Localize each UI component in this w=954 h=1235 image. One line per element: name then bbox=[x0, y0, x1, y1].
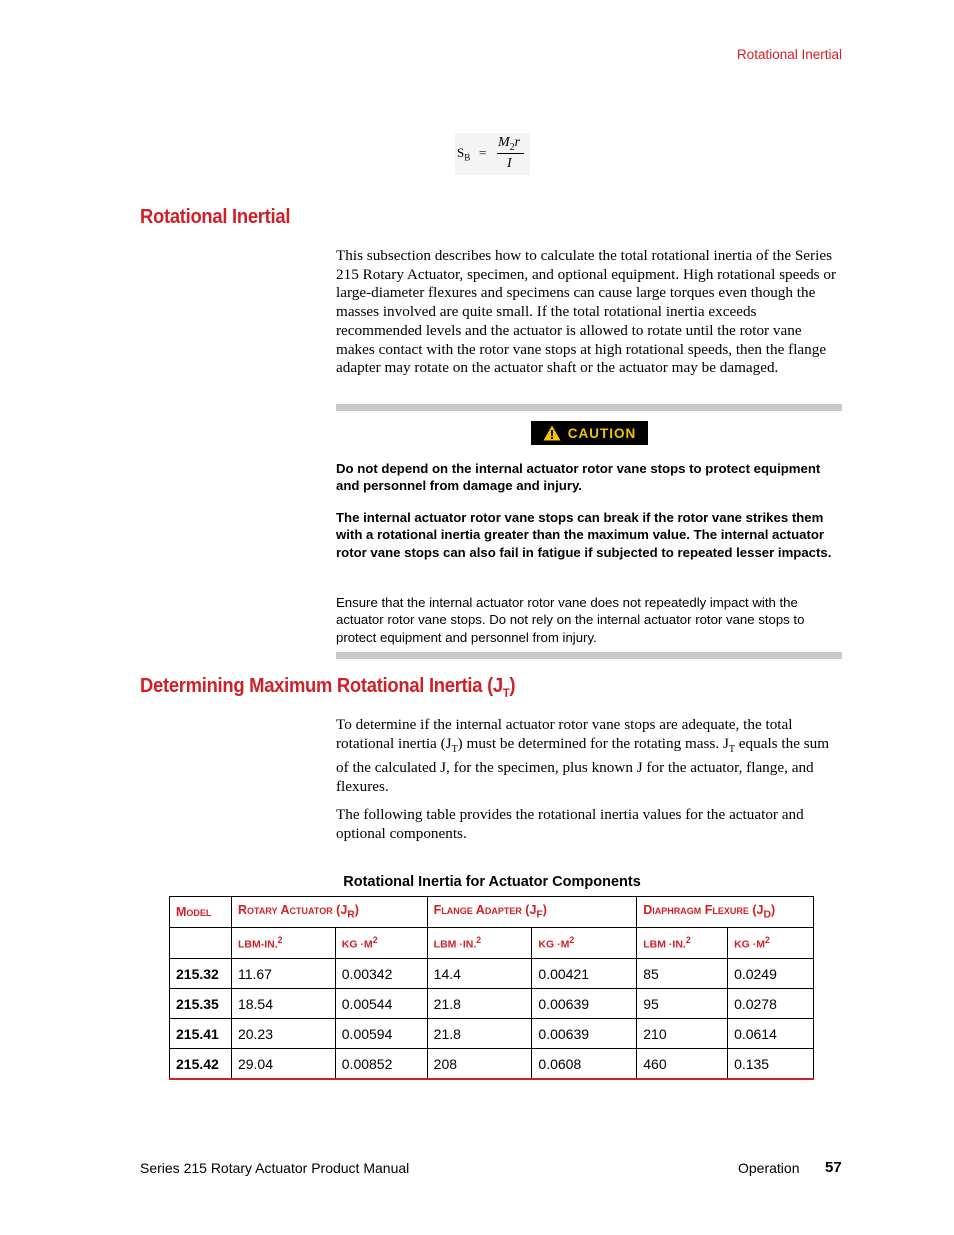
formula-s: S bbox=[457, 145, 465, 160]
cell-diaphragm-lbm: 460 bbox=[637, 1049, 728, 1080]
cell-flange-kg: 0.00639 bbox=[532, 989, 637, 1019]
header-diaphragm-text: Diaphragm Flexure (J bbox=[643, 903, 764, 918]
cell-flange-lbm: 14.4 bbox=[427, 959, 532, 989]
table-header-row bbox=[170, 897, 814, 928]
unit-r1-sup: 2 bbox=[277, 935, 283, 946]
cell-rotary-lbm: 11.67 bbox=[231, 959, 335, 989]
cell-model: 215.32 bbox=[170, 959, 232, 989]
cell-model: 215.42 bbox=[170, 1049, 232, 1080]
unit-d2-text: KG ·M bbox=[734, 938, 765, 951]
cell-rotary-kg: 0.00594 bbox=[335, 1019, 427, 1049]
unit-r2-sup: 2 bbox=[372, 935, 378, 946]
cell-diaphragm-lbm: 210 bbox=[637, 1019, 728, 1049]
cell-model: 215.41 bbox=[170, 1019, 232, 1049]
table-units-row bbox=[170, 928, 814, 959]
intro-paragraph: This subsection describes how to calculate the total rotational inertia of the Series 215 Rotary Actuator, specimen, and optional equipment. High rotational speeds or large-diameter flexures and specimens can cause large torques even though the masses involved are quite small. If the total rotational inertia exceeds recommended levels and the actuator is allowed to rotate until the rotor vane makes contact with the rotor vane stops at high rotational speeds, then the flange adapter may rotate on the actuator shaft or the actuator may be damaged. bbox=[336, 247, 837, 377]
footer-section-name: Operation bbox=[738, 1160, 800, 1176]
cell-diaphragm-lbm: 85 bbox=[637, 959, 728, 989]
cell-diaphragm-lbm: 95 bbox=[637, 989, 728, 1019]
caution-bottom-rule bbox=[336, 652, 842, 659]
formula bbox=[455, 133, 530, 175]
formula-m: M bbox=[498, 135, 510, 150]
cell-rotary-kg: 0.00342 bbox=[335, 959, 427, 989]
header-diaphragm-flexure bbox=[637, 897, 814, 928]
determine-text-a: To determine if the internal actuator rotor vane stops are adequate, the total rotational inertia (J bbox=[336, 716, 793, 752]
title2-end: ) bbox=[509, 675, 516, 697]
formula-s-sub: B bbox=[464, 152, 471, 163]
units-empty bbox=[170, 928, 232, 959]
unit-f2-sup: 2 bbox=[569, 935, 575, 946]
section-title-rotational-inertial: Rotational Inertial bbox=[140, 206, 291, 228]
header-rotary-end: ) bbox=[354, 903, 359, 918]
unit-diaphragm-lbm bbox=[637, 928, 728, 959]
caution-label: CAUTION bbox=[567, 425, 637, 441]
unit-flange-kg bbox=[532, 928, 637, 959]
cell-diaphragm-kg: 0.135 bbox=[728, 1049, 814, 1080]
cell-flange-lbm: 208 bbox=[427, 1049, 532, 1080]
inertia-table bbox=[169, 896, 814, 1080]
formula-lhs bbox=[457, 145, 470, 163]
unit-f1-sup: 2 bbox=[476, 935, 482, 946]
cell-model: 215.35 bbox=[170, 989, 232, 1019]
cell-rotary-kg: 0.00852 bbox=[335, 1049, 427, 1080]
footer-page-number: 57 bbox=[825, 1159, 842, 1176]
unit-flange-lbm bbox=[427, 928, 532, 959]
running-header: Rotational Inertial bbox=[736, 47, 842, 62]
unit-diaphragm-kg bbox=[728, 928, 814, 959]
cell-rotary-lbm: 18.54 bbox=[231, 989, 335, 1019]
determine-sub-1: T bbox=[451, 743, 458, 755]
formula-fraction-bar bbox=[497, 153, 524, 154]
header-flange-sub: F bbox=[536, 909, 543, 921]
determine-text-c: equals the sum of the calculated J, for the specimen, plus known J for the actuator, flange, and flexures. bbox=[336, 734, 830, 796]
header-diaphragm-end: ) bbox=[771, 903, 776, 918]
header-model: Model bbox=[170, 897, 232, 928]
unit-d1-sup: 2 bbox=[685, 935, 691, 946]
determine-text-b: ) must be determined for the rotating mass. J bbox=[457, 734, 729, 752]
cell-diaphragm-kg: 0.0278 bbox=[728, 989, 814, 1019]
unit-rotary-lbm bbox=[231, 928, 335, 959]
unit-r2-text: KG ·M bbox=[341, 938, 373, 951]
table-row bbox=[170, 1019, 814, 1049]
cell-flange-kg: 0.0608 bbox=[532, 1049, 637, 1080]
caution-badge bbox=[531, 421, 648, 445]
formula-equals: = bbox=[479, 145, 487, 160]
unit-rotary-kg bbox=[335, 928, 427, 959]
caution-instruction: Ensure that the internal actuator rotor vane does not repeatedly impact with the actuator rotor vane stops. Do not rely on the internal actuator rotor vane stops to protect equipment and personnel from injury. bbox=[336, 595, 805, 645]
footer-manual-title: Series 215 Rotary Actuator Product Manual bbox=[140, 1160, 410, 1176]
cell-diaphragm-kg: 0.0249 bbox=[728, 959, 814, 989]
cell-rotary-kg: 0.00544 bbox=[335, 989, 427, 1019]
cell-flange-lbm: 21.8 bbox=[427, 1019, 532, 1049]
cell-rotary-lbm: 20.23 bbox=[231, 1019, 335, 1049]
header-diaphragm-sub: D bbox=[763, 909, 772, 921]
table-caption: Rotational Inertia for Actuator Components bbox=[343, 874, 641, 890]
determine-paragraph bbox=[336, 716, 842, 797]
formula-numerator bbox=[498, 135, 520, 153]
header-rotary-actuator bbox=[231, 897, 427, 928]
unit-d2-sup: 2 bbox=[764, 935, 770, 946]
header-flange-adapter bbox=[427, 897, 637, 928]
caution-warning-2: The internal actuator rotor vane stops can break if the rotor vane strikes them with a rotational inertia greater than the maximum value. The internal actuator rotor vane stops can also fail in fatigue if subjected to repeated lesser impacts. bbox=[336, 510, 832, 560]
header-rotary-sub: R bbox=[347, 909, 355, 921]
header-flange-text: Flange Adapter (J bbox=[433, 903, 537, 918]
table-row bbox=[170, 989, 814, 1019]
unit-f2-text: KG ·M bbox=[538, 938, 570, 951]
table-row bbox=[170, 959, 814, 989]
cell-diaphragm-kg: 0.0614 bbox=[728, 1019, 814, 1049]
cell-flange-kg: 0.00639 bbox=[532, 1019, 637, 1049]
unit-r1-text: LBM-IN. bbox=[237, 938, 278, 951]
formula-r: r bbox=[514, 135, 521, 150]
caution-warning-1: Do not depend on the internal actuator rotor vane stops to protect equipment and personnel from damage and injury. bbox=[336, 461, 821, 494]
formula-m-sub: 2 bbox=[509, 141, 515, 153]
cell-flange-kg: 0.00421 bbox=[532, 959, 637, 989]
cell-flange-lbm: 21.8 bbox=[427, 989, 532, 1019]
title2-main: Determining Maximum Rotational Inertia (J bbox=[140, 675, 503, 697]
warning-triangle-icon bbox=[543, 425, 561, 441]
unit-f1-text: LBM ·IN. bbox=[433, 938, 477, 951]
table-intro-paragraph: The following table provides the rotational inertia values for the actuator and optional components. bbox=[336, 806, 804, 842]
table-row bbox=[170, 1049, 814, 1080]
unit-d1-text: LBM ·IN. bbox=[643, 938, 686, 951]
title2-sub: T bbox=[502, 686, 510, 700]
determine-sub-2: T bbox=[728, 743, 735, 755]
header-rotary-text: Rotary Actuator (J bbox=[237, 903, 348, 918]
header-flange-end: ) bbox=[542, 903, 547, 918]
formula-denominator: I bbox=[507, 156, 512, 171]
cell-rotary-lbm: 29.04 bbox=[231, 1049, 335, 1080]
caution-top-rule bbox=[336, 404, 842, 411]
section-title-max-inertia bbox=[140, 675, 515, 700]
